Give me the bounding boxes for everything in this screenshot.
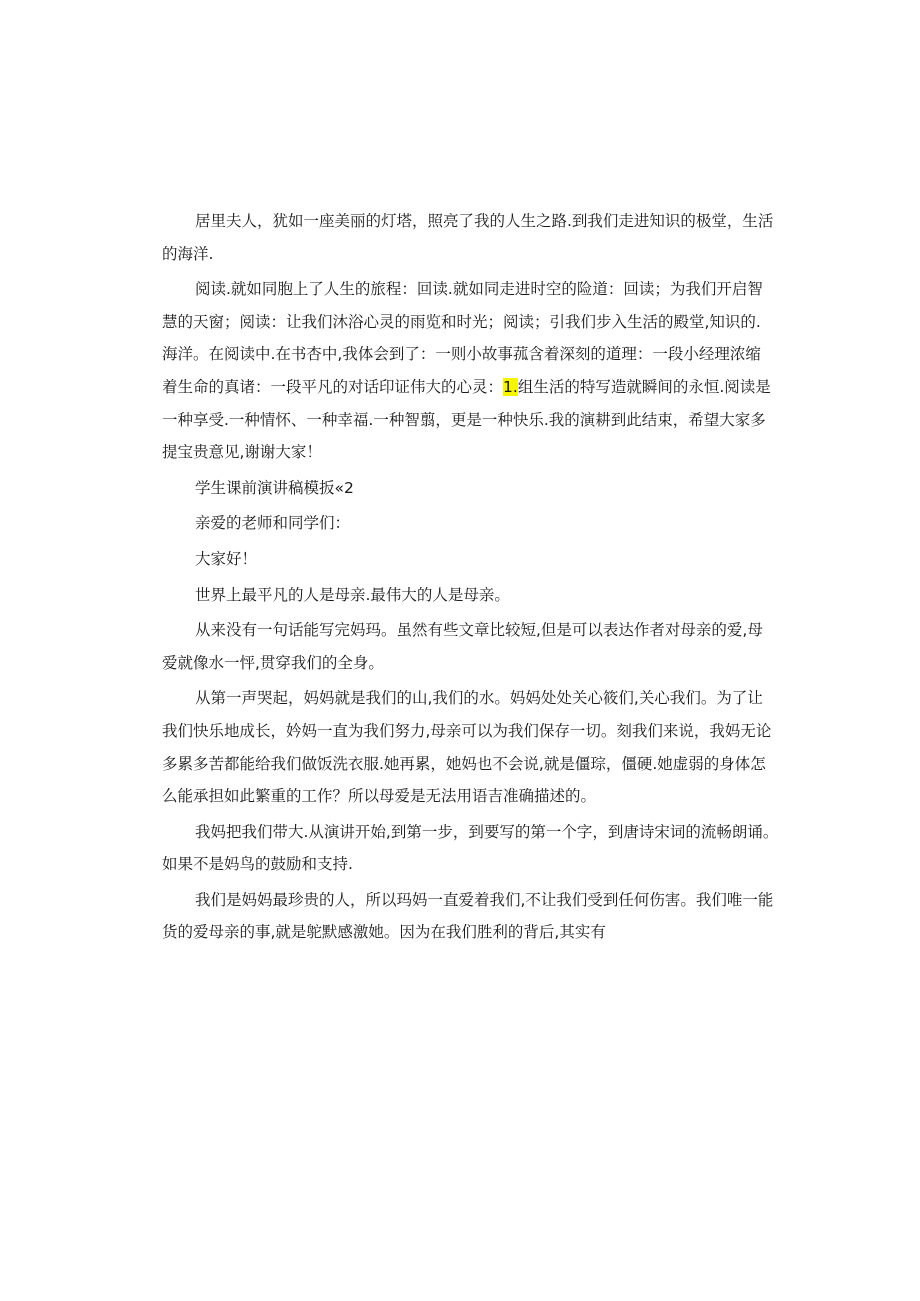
section-heading bbox=[162, 472, 770, 505]
text-line: 的海洋. bbox=[162, 244, 214, 263]
text-line: 亲爱的老师和同学们： bbox=[195, 514, 351, 533]
paragraph-3 bbox=[162, 579, 770, 612]
text-line: 世界上最平凡的人是母亲.最伟大的人是母亲。 bbox=[195, 585, 510, 604]
text-line: 一种享受.一种情怀、一种幸福.一种智翦，更是一种快乐.我的演耕到此结束，希望大家多 bbox=[162, 410, 766, 429]
text-line: 慧的天窗；阅读：让我们沐浴心灵的雨览和时光；阅读；引我们步入生活的殿堂,知识的. bbox=[162, 312, 761, 331]
text-line: 大家好！ bbox=[195, 549, 258, 568]
text-line: 货的爱母亲的事,就是鸵默感激她。因为在我们胜利的背后,其实有 bbox=[162, 923, 606, 942]
document-body bbox=[162, 205, 779, 952]
text-segment: 着生命的真诸：一段平凡的对话印证伟大的心灵： bbox=[162, 377, 504, 396]
paragraph-2 bbox=[162, 273, 770, 469]
text-line: 从来没有一句话能写完妈玛。虽然有些文章比较短,但是可以表达作者对母亲的爱,母 bbox=[195, 621, 763, 640]
paragraph-1 bbox=[162, 205, 774, 270]
text-line: 海洋。在阅读中.在书杏中,我体会到了：一则小故事菰含着深刻的道理：一段小经理浓缩 bbox=[162, 345, 761, 364]
text-line: 如果不是妈鸟的鼓励和支持. bbox=[162, 855, 353, 874]
text-line: 居里夫人，犹如一座美丽的灯塔，照亮了我的人生之路.到我们走进知识的极堂，生活 bbox=[195, 212, 774, 230]
text-line: 爱就像水一怦,贯穿我们的全身。 bbox=[162, 653, 384, 672]
text-line: 么能承担如此繁重的工作？所以母爱是无法用语吉准确描述的。 bbox=[162, 787, 597, 806]
text-line: 我们是妈妈最珍贵的人，所以玛妈一直爱着我们,不让我们受到任何伤害。我们唯一能 bbox=[195, 890, 774, 909]
greeting bbox=[162, 543, 770, 576]
text-line bbox=[129, 371, 770, 404]
text-line: 阅读.就如同胞上了人生的旅程：回读.就如同走进时空的险道：回读；为我们开启智 bbox=[195, 280, 763, 299]
text-line: 从第一声哭起，妈妈就是我们的山,我们的水。妈妈处处关心筱们,关心我们。为了让 bbox=[195, 689, 763, 708]
text-segment: 组生活的特写造就瞬间的永恒.阅读是 bbox=[517, 377, 771, 396]
salutation bbox=[162, 507, 770, 540]
paragraph-6 bbox=[162, 816, 779, 881]
paragraph-4 bbox=[162, 614, 770, 679]
text-line: 学生课前演讲稿模扳«2 bbox=[195, 478, 354, 497]
paragraph-5 bbox=[162, 682, 770, 812]
text-line: 多累多苦都能给我们做饭洗衣服.她再累，她妈也不会说,就是僵琮，僵硬.她虚弱的身体怎 bbox=[162, 754, 766, 773]
highlighted-text: 1. bbox=[503, 377, 518, 396]
paragraph-7 bbox=[162, 884, 774, 949]
text-line: 我们快乐地成长，妗妈一直为我们努力,母亲可以为我们保存一切。刻我们来说，我妈无论 bbox=[162, 721, 772, 740]
text-line: 提宝贵意见,谢谢大家！ bbox=[162, 443, 322, 462]
text-line: 我妈把我们带大.从演讲开始,到第一步，到要写的第一个字，到唐诗宋词的流畅朗诵。 bbox=[195, 822, 779, 841]
